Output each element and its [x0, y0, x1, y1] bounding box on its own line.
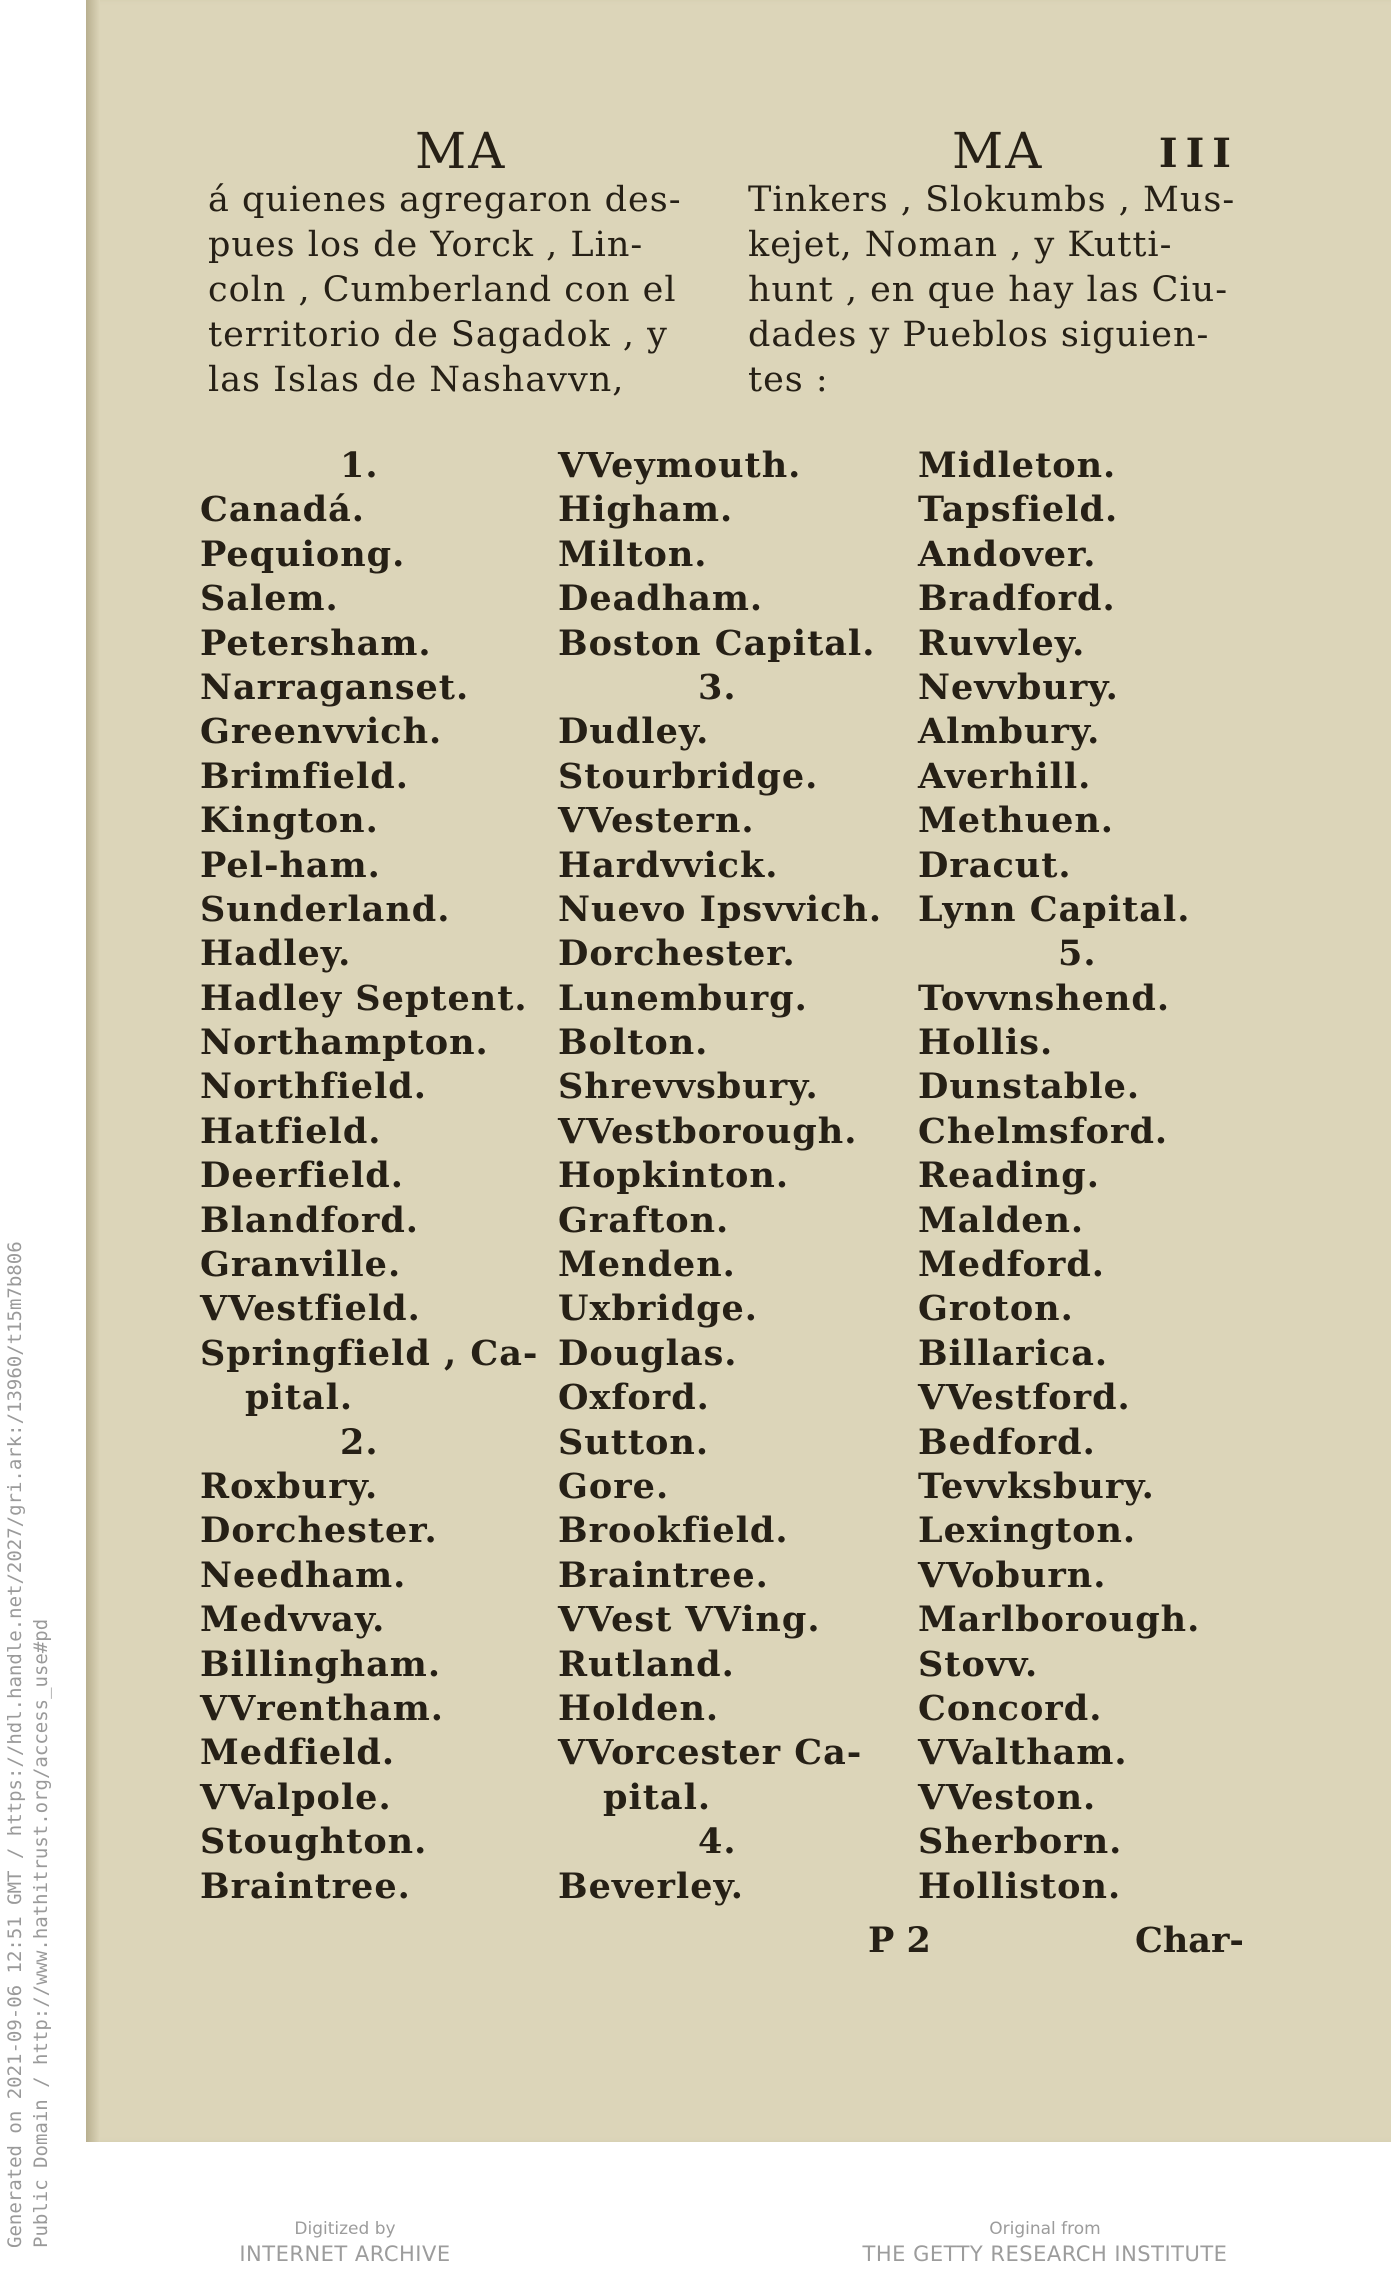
town-entry: Midleton.: [918, 445, 1117, 486]
town-entry: Methuen.: [918, 800, 1114, 842]
town-entry: VVeston.: [918, 1776, 1097, 1818]
town-entry: Shrevvsbury.: [558, 1066, 819, 1108]
town-entry: Hadley Septent.: [200, 977, 528, 1019]
town-entry: Roxbury.: [200, 1465, 379, 1507]
town-entry: Dorchester.: [200, 1510, 438, 1552]
town-entry: Deerfield.: [200, 1155, 404, 1197]
town-entry: Billingham.: [200, 1643, 442, 1685]
town-list-column-1: [200, 444, 540, 1909]
town-entry: Almbury.: [918, 711, 1101, 753]
section-number: 2.: [340, 1421, 379, 1463]
town-entry: VVoburn.: [918, 1554, 1107, 1596]
town-entry: Medford.: [918, 1244, 1105, 1286]
running-head-right: MA: [952, 122, 1044, 180]
town-entry: Marlborough.: [918, 1599, 1201, 1641]
town-entry: Sherborn.: [918, 1821, 1123, 1863]
section-number: 1.: [340, 445, 379, 486]
town-entry: Dudley.: [558, 711, 710, 753]
town-entry: Holliston.: [918, 1865, 1122, 1907]
town-entry: Hardvvick.: [558, 844, 779, 886]
town-entry: VVestborough.: [558, 1110, 858, 1152]
town-entry: Tevvksbury.: [918, 1465, 1155, 1507]
town-entry: Deadham.: [558, 578, 764, 620]
watermark-line: Public Domain / http://www.hathitrust.org/access_use#pd: [30, 1618, 52, 2248]
town-entry: Nuevo Ipsvvich.: [558, 888, 883, 930]
town-entry: Higham.: [558, 489, 734, 531]
town-entry: Sutton.: [558, 1421, 710, 1463]
credit-source: THE GETTY RESEARCH INSTITUTE: [862, 2242, 1228, 2266]
intro-line: tes :: [748, 360, 829, 400]
town-entry: Uxbridge.: [558, 1288, 758, 1330]
town-entry: Tapsfield.: [918, 489, 1119, 531]
intro-line: Tinkers , Slokumbs , Mus-: [748, 180, 1236, 220]
original-from-credit: [855, 2218, 1235, 2268]
town-entry: Petersham.: [200, 622, 432, 664]
running-head-left: MA: [415, 122, 507, 180]
intro-line: territorio de Sagadok , y: [208, 315, 668, 355]
access-watermark: [2, 1158, 62, 2248]
town-entry: Pel-ham.: [200, 844, 381, 886]
town-list-column-3: [918, 444, 1238, 1909]
town-entry: Needham.: [200, 1554, 407, 1596]
credit-source: INTERNET ARCHIVE: [239, 2242, 451, 2266]
town-entry: pital.: [603, 1776, 712, 1818]
town-entry: VVest VVing.: [558, 1599, 821, 1641]
town-entry: VVrentham.: [200, 1687, 444, 1729]
town-entry: Hadley.: [200, 933, 352, 975]
town-entry: Menden.: [558, 1244, 736, 1286]
town-entry: Bolton.: [558, 1022, 709, 1064]
town-entry: Kington.: [200, 800, 379, 842]
town-entry: Stourbridge.: [558, 755, 819, 797]
town-entry: Stovv.: [918, 1643, 1039, 1685]
town-entry: pital.: [245, 1377, 354, 1419]
town-entry: Granville.: [200, 1244, 402, 1286]
town-entry: Douglas.: [558, 1332, 738, 1374]
town-entry: Groton.: [918, 1288, 1074, 1330]
town-entry: VVestford.: [918, 1377, 1131, 1419]
town-entry: Dunstable.: [918, 1066, 1141, 1108]
town-entry: Blandford.: [200, 1199, 419, 1241]
town-entry: Pequiong.: [200, 533, 406, 575]
town-entry: Hopkinton.: [558, 1155, 790, 1197]
town-entry: Dorchester.: [558, 933, 796, 975]
town-entry: VVeymouth.: [558, 445, 802, 486]
town-entry: Springfield , Ca-: [200, 1332, 539, 1374]
town-entry: Hollis.: [918, 1022, 1054, 1064]
catchword: Char-: [1135, 1920, 1244, 1961]
town-entry: Salem.: [200, 578, 339, 620]
town-entry: VVestern.: [558, 800, 755, 842]
town-entry: Concord.: [918, 1687, 1103, 1729]
town-entry: Milton.: [558, 533, 708, 575]
intro-left-column: [208, 178, 710, 403]
town-entry: Boston Capital.: [558, 622, 876, 664]
town-entry: Nevvbury.: [918, 666, 1119, 708]
town-entry: Lexington.: [918, 1510, 1137, 1552]
town-entry: Malden.: [918, 1199, 1085, 1241]
town-entry: Braintree.: [200, 1865, 411, 1907]
town-entry: Lynn Capital.: [918, 888, 1191, 930]
intro-line: dades y Pueblos siguien-: [748, 315, 1210, 355]
town-entry: Bradford.: [918, 578, 1116, 620]
intro-line: coln , Cumberland con el: [208, 270, 677, 310]
town-entry: Averhill.: [918, 755, 1092, 797]
town-entry: Sunderland.: [200, 888, 451, 930]
town-entry: Rutland.: [558, 1643, 735, 1685]
intro-line: hunt , en que hay las Ciu-: [748, 270, 1229, 310]
town-entry: Northfield.: [200, 1066, 427, 1108]
town-entry: Northampton.: [200, 1022, 489, 1064]
town-entry: Beverley.: [558, 1865, 744, 1907]
watermark-line: Generated on 2021-09-06 12:51 GMT / https://hdl.handle.net/2027/gri.ark:/13960/t15m7b806: [4, 1241, 26, 2248]
intro-line: las Islas de Nashavvn,: [208, 360, 625, 400]
town-entry: Oxford.: [558, 1377, 710, 1419]
credit-caption: Digitized by: [294, 2219, 396, 2239]
town-entry: Hatfield.: [200, 1110, 382, 1152]
town-entry: Bedford.: [918, 1421, 1096, 1463]
intro-line: pues los de Yorck , Lin-: [208, 225, 644, 265]
page-number: III: [1158, 130, 1239, 177]
town-entry: VValtham.: [918, 1732, 1128, 1774]
digitized-by-credit: [235, 2218, 455, 2268]
town-entry: VVorcester Ca-: [558, 1732, 863, 1774]
town-entry: Lunemburg.: [558, 977, 808, 1019]
town-entry: Greenvvich.: [200, 711, 443, 753]
town-entry: Brimfield.: [200, 755, 409, 797]
credit-caption: Original from: [989, 2219, 1101, 2239]
town-entry: Canadá.: [200, 489, 365, 531]
intro-right-column: [748, 178, 1248, 403]
town-entry: VValpole.: [200, 1776, 392, 1818]
town-entry: VVestfield.: [200, 1288, 421, 1330]
town-entry: Andover.: [918, 533, 1097, 575]
town-entry: Medvvay.: [200, 1599, 386, 1641]
town-entry: Grafton.: [558, 1199, 730, 1241]
town-list-column-2: [558, 444, 898, 1909]
town-entry: Gore.: [558, 1465, 670, 1507]
section-number: 5.: [1058, 933, 1097, 975]
town-entry: Brookfield.: [558, 1510, 789, 1552]
town-entry: Stoughton.: [200, 1821, 428, 1863]
page-gutter: [86, 0, 100, 2142]
town-entry: Tovvnshend.: [918, 977, 1171, 1019]
section-number: 4.: [698, 1821, 737, 1863]
town-entry: Narraganset.: [200, 666, 470, 708]
town-entry: Braintree.: [558, 1554, 769, 1596]
intro-line: kejet, Noman , y Kutti-: [748, 225, 1173, 265]
town-entry: Billarica.: [918, 1332, 1109, 1374]
signature-mark: P 2: [868, 1920, 931, 1961]
intro-line: á quienes agregaron des-: [208, 180, 682, 220]
town-entry: Ruvvley.: [918, 622, 1086, 664]
town-entry: Holden.: [558, 1687, 720, 1729]
town-entry: Reading.: [918, 1155, 1100, 1197]
town-entry: Chelmsford.: [918, 1110, 1169, 1152]
section-number: 3.: [698, 666, 737, 708]
town-entry: Dracut.: [918, 844, 1072, 886]
town-entry: Medfield.: [200, 1732, 396, 1774]
